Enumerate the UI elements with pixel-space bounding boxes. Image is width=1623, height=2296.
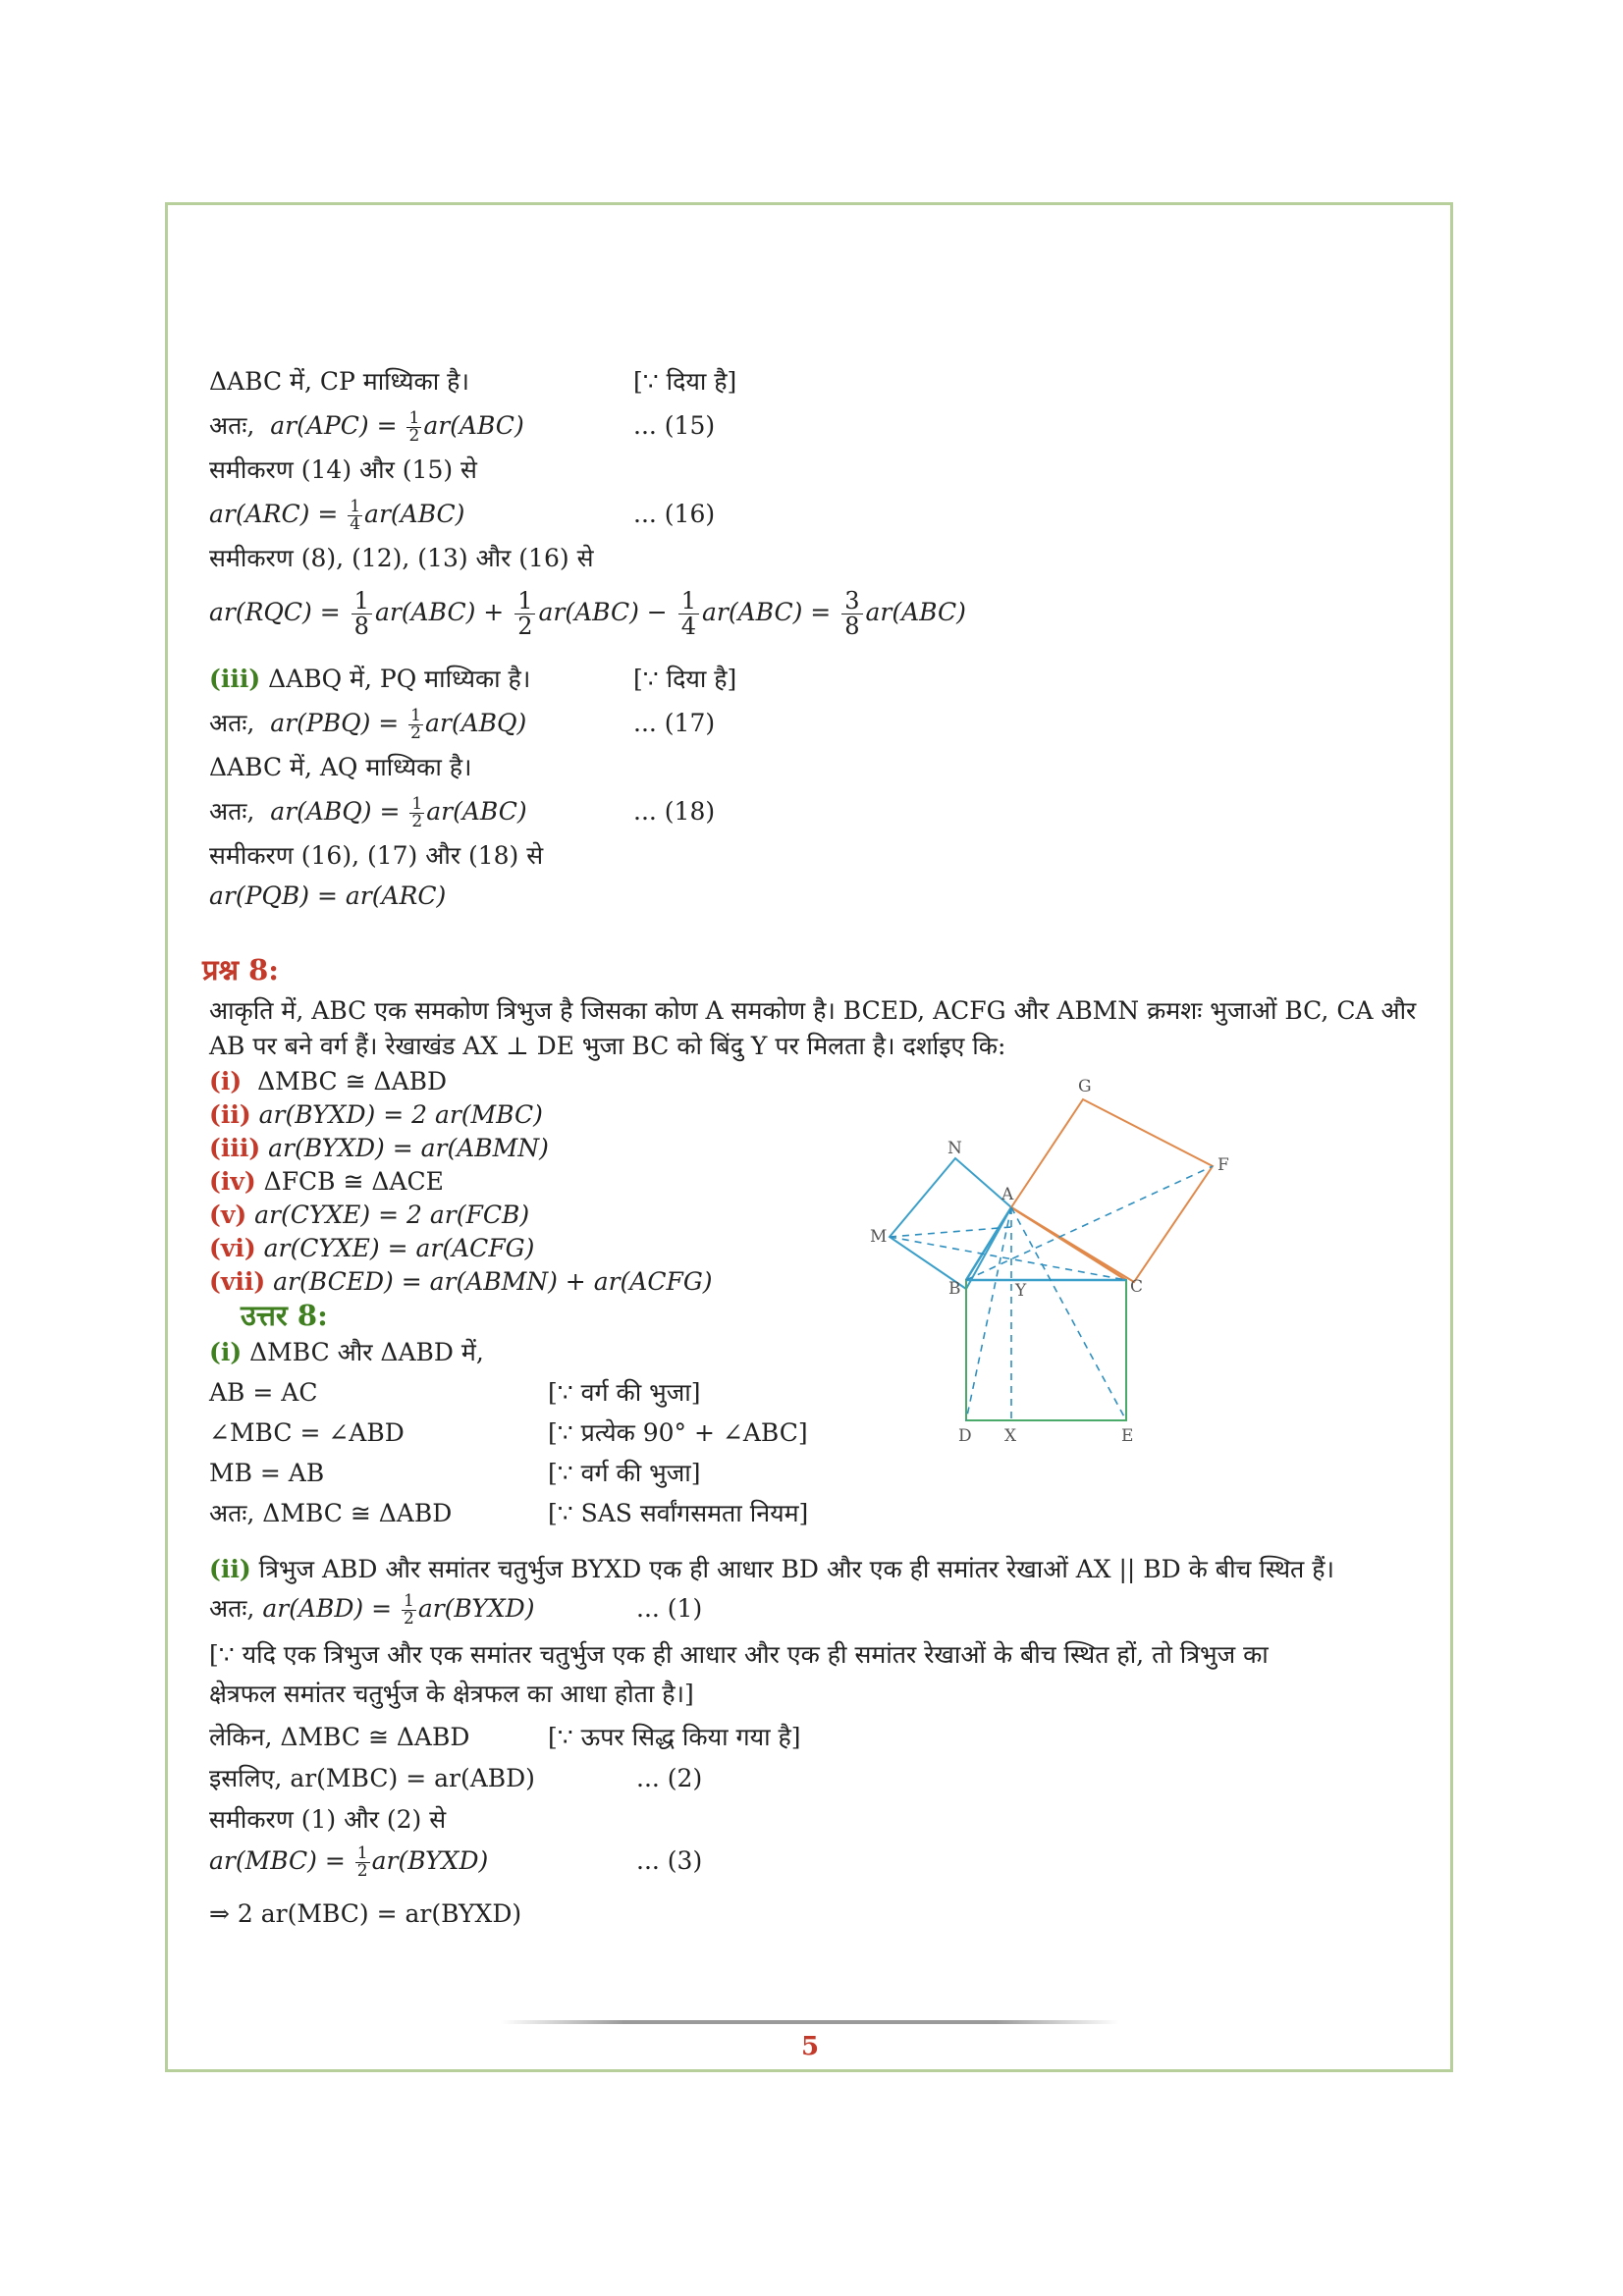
proof-reason: [∵ वर्ग की भुजा] xyxy=(548,1378,701,1407)
statement-line: समीकरण (8), (12), (13) और (16) से xyxy=(209,544,594,572)
equation-number: ... (1) xyxy=(636,1594,703,1623)
square-acfg xyxy=(1011,1099,1213,1282)
equation-16: ar(ARC) = $\frac{1}{4}$ ar(ABC) xyxy=(209,497,465,534)
label-n: N xyxy=(947,1139,962,1158)
reason: [∵ दिया है] xyxy=(633,665,737,693)
fraction: $\frac{1}{2}$ xyxy=(408,408,420,446)
fraction: $\frac{1}{2}$ xyxy=(404,1591,414,1629)
label-d: D xyxy=(958,1426,972,1446)
equation-rqc: ar(RQC) = $\frac{1}{8}$ ar(ABC) + $\frac{1}{2}$ ar(ABC) − $\frac{1}{4}$ ar(ABC) = $\frac{3}{8}$ ar(ABC) xyxy=(209,587,966,640)
part-ii-statement: (ii) त्रिभुज ABD और समांतर चतुर्भुज BYXD एक ही आधार BD और एक ही समांतर रेखाओं AX || BD के बीच स्थित हैं। xyxy=(209,1555,1334,1583)
proof-statement: MB = AB xyxy=(209,1459,325,1487)
side-ab xyxy=(966,1207,1011,1280)
proof-reason: [∵ प्रत्येक 90° + ∠ABC] xyxy=(548,1418,808,1447)
fraction: $\frac{1}{2}$ xyxy=(356,1843,368,1881)
label-b: B xyxy=(948,1279,961,1299)
proof-statement: ∠MBC = ∠ABD xyxy=(209,1418,405,1447)
question-part: (iv) ΔFCB ≅ ΔACE xyxy=(209,1167,444,1196)
equation-number: ... (2) xyxy=(636,1764,703,1792)
label-m: M xyxy=(870,1227,888,1247)
fraction: $\frac{1}{2}$ xyxy=(411,794,423,831)
question-part: (ii) ar(BYXD) = 2 ar(MBC) xyxy=(209,1100,543,1129)
proof-statement: अतः, ΔMBC ≅ ΔABD xyxy=(209,1499,453,1527)
statement-line: ΔABC में, CP माध्यिका है। xyxy=(209,367,469,396)
question-part: (i) ΔMBC ≅ ΔABD xyxy=(209,1067,448,1095)
reason: [∵ दिया है] xyxy=(633,367,737,396)
fraction: $\frac{1}{4}$ xyxy=(350,497,361,534)
proof-statement: AB = AC xyxy=(209,1378,318,1407)
equation-17: अतः, ar(PBQ) = $\frac{1}{2}$ ar(ABQ) xyxy=(209,706,527,743)
equation-2: इसलिए, ar(MBC) = ar(ABD) xyxy=(209,1764,535,1792)
label-c: C xyxy=(1130,1277,1144,1297)
fraction: $\frac{3}{8}$ xyxy=(841,589,862,639)
proof-reason: [∵ ऊपर सिद्ध किया गया है] xyxy=(548,1723,801,1751)
geometry-figure xyxy=(854,1065,1247,1458)
label-y: Y xyxy=(1015,1281,1027,1301)
statement-line: समीकरण (16), (17) और (18) से xyxy=(209,841,544,870)
question-part: (v) ar(CYXE) = 2 ar(FCB) xyxy=(209,1201,530,1229)
statement-line: समीकरण (14) और (15) से xyxy=(209,455,477,484)
theorem-note: [∵ यदि एक त्रिभुज और एक समांतर चतुर्भुज एक ही आधार और एक ही समांतर रेखाओं के बीच स्थित हों, तो त्रिभुज का xyxy=(209,1640,1269,1669)
fraction: $\frac{1}{2}$ xyxy=(514,589,535,639)
label-g: G xyxy=(1078,1077,1092,1096)
equation-1: अतः, ar(ABD) = $\frac{1}{2}$ ar(BYXD) xyxy=(209,1591,535,1629)
square-bced xyxy=(966,1280,1126,1420)
equation-3: ar(MBC) = $\frac{1}{2}$ ar(BYXD) xyxy=(209,1843,489,1881)
fraction: $\frac{1}{4}$ xyxy=(678,589,699,639)
statement-line: समीकरण (1) और (2) से xyxy=(209,1805,447,1834)
fraction: $\frac{1}{2}$ xyxy=(410,706,421,743)
equation-number: ... (3) xyxy=(636,1846,703,1875)
label-e: E xyxy=(1121,1426,1134,1446)
question-text: AB पर बने वर्ग हैं। रेखाखंड AX ⊥ DE भुजा BC को बिंदु Y पर मिलता है। दर्शाइए कि: xyxy=(209,1032,1006,1060)
equation-number: ... (16) xyxy=(633,500,716,528)
statement-line: ΔABC में, AQ माध्यिका है। xyxy=(209,753,472,781)
page-number: 5 xyxy=(800,2032,820,2061)
question-part: (iii) ar(BYXD) = ar(ABMN) xyxy=(209,1134,549,1162)
equation-number: ... (15) xyxy=(633,411,716,440)
line-ae xyxy=(1011,1207,1126,1420)
question-heading: प्रश्न 8: xyxy=(202,953,279,987)
equation-number: ... (17) xyxy=(633,709,716,737)
label-x: X xyxy=(1004,1426,1017,1446)
theorem-note: क्षेत्रफल समांतर चतुर्भुज के क्षेत्रफल का आधा होता है।] xyxy=(209,1680,694,1708)
question-part: (vi) ar(CYXE) = ar(ACFG) xyxy=(209,1234,535,1262)
proof-statement: लेकिन, ΔMBC ≅ ΔABD xyxy=(209,1723,470,1751)
answer-heading: उत्तर 8: xyxy=(241,1299,328,1332)
proof-reason: [∵ SAS सर्वांगसमता नियम] xyxy=(548,1499,809,1527)
label-f: F xyxy=(1217,1155,1229,1175)
question-part: (vii) ar(BCED) = ar(ABMN) + ar(ACFG) xyxy=(209,1267,713,1296)
question-text: आकृति में, ABC एक समकोण त्रिभुज है जिसका कोण A समकोण है। BCED, ACFG और ABMN क्रमशः भुजाओं BC, CA और xyxy=(209,996,1417,1025)
proof-reason: [∵ वर्ग की भुजा] xyxy=(548,1459,701,1487)
conclusion-line: ar(PQB) = ar(ARC) xyxy=(209,881,447,910)
answer-intro: (i) ΔMBC और ΔABD में, xyxy=(209,1338,484,1366)
fraction: $\frac{1}{8}$ xyxy=(352,589,372,639)
label-a: A xyxy=(1001,1185,1014,1204)
equation-18: अतः, ar(ABQ) = $\frac{1}{2}$ ar(ABC) xyxy=(209,794,527,831)
line-ad xyxy=(966,1207,1011,1420)
part-iii-line: (iii) ΔABQ में, PQ माध्यिका है। xyxy=(209,665,531,693)
square-abmn xyxy=(890,1158,1011,1289)
conclusion-line: ⇒ 2 ar(MBC) = ar(BYXD) xyxy=(209,1899,522,1928)
equation-number: ... (18) xyxy=(633,797,716,826)
footer-divider xyxy=(501,2020,1119,2024)
equation-15: अतः, ar(APC) = $\frac{1}{2}$ ar(ABC) xyxy=(209,408,524,446)
